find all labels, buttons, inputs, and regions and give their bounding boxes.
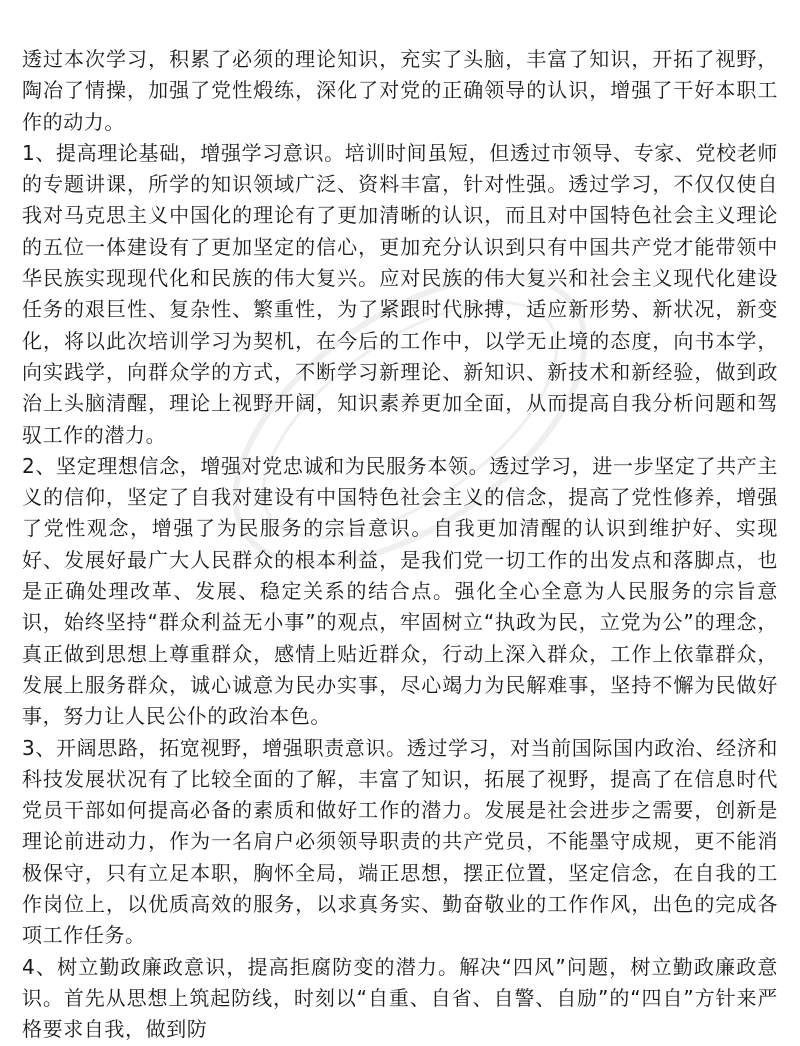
paragraph-point-3: 3、开阔思路，拓宽视野，增强职责意识。透过学习，对当前国际国内政治、经济和科技发展状况有了比较全面的了解，丰富了知识，拓展了视野，提高了在信息时代党员干部如何提高必备的素质和做好工作的潜力。发展是社会进步之需要，创新是理论前进动力，作为一名肩户必须领导职责的共产党员，不能墨守成规，更不能消极保守，只有立足本职，胸怀全局，端正思想，摆正位置，坚定信念，在自我的工作岗位上，以优质高效的服务，以求真务实、勤奋敬业的工作作风，出色的完成各项工作任务。 [22, 735, 778, 948]
paragraph-point-1: 1、提高理论基础，增强学习意识。培训时间虽短，但透过市领导、专家、党校老师的专题讲课，所学的知识领域广泛、资料丰富，针对性强。透过学习，不仅仅使自我对马克思主义中国化的理论有了更加清晰的认识，而且对中国特色社会主义理论的五位一体建设有了更加坚定的信心，更加充分认识到只有中国共产党才能带领中华民族实现现代化和民族的伟大复兴。应对民族的伟大复兴和社会主义现代化建设任务的艰巨性、复杂性、繁重性，为了紧跟时代脉搏，适应新形势、新状况，新变化，将以此次培训学习为契机，在今后的工作中，以学无止境的态度，向书本学，向实践学，向群众学的方式，不断学习新理论、新知识、新技术和新经验，做到政治上头脑清醒，理论上视野开阔，知识素养更加全面，从而提高自我分析问题和驾驭工作的潜力。 [22, 140, 778, 447]
paragraph-point-2: 2、坚定理想信念，增强对党忠诚和为民服务本领。透过学习，进一步坚定了共产主义的信仰，坚定了自我对建设有中国特色社会主义的信念，提高了党性修养，增强了党性观念，增强了为民服务的宗旨意识。自我更加清醒的认识到维护好、实现好、发展好最广大人民群众的根本利益，是我们党一切工作的出发点和落脚点，也是正确处理改革、发展、稳定关系的结合点。强化全心全意为人民服务的宗旨意识，始终坚持“群众利益无小事”的观点，牢固树立“执政为民，立党为公”的理念，真正做到思想上尊重群众，感情上贴近群众，行动上深入群众，工作上依靠群众，发展上服务群众，诚心诚意为民办实事，尽心竭力为民解难事，坚持不懈为民做好事，努力让人民公仆的政治本色。 [22, 453, 778, 729]
paragraph-point-4: 4、树立勤政廉政意识，提高拒腐防变的潜力。解决“四风”问题，树立勤政廉政意识。首先从思想上筑起防线，时刻以“自重、自省、自警、自励”的“四自”方针来严格要求自我，做到防 [22, 954, 778, 1042]
document-body [22, 44, 778, 1046]
paragraph-intro: 透过本次学习，积累了必须的理论知识，充实了头脑，丰富了知识，开拓了视野，陶冶了情操，加强了党性煅练，深化了对党的正确领导的认识，增强了干好本职工作的动力。 [22, 47, 778, 134]
